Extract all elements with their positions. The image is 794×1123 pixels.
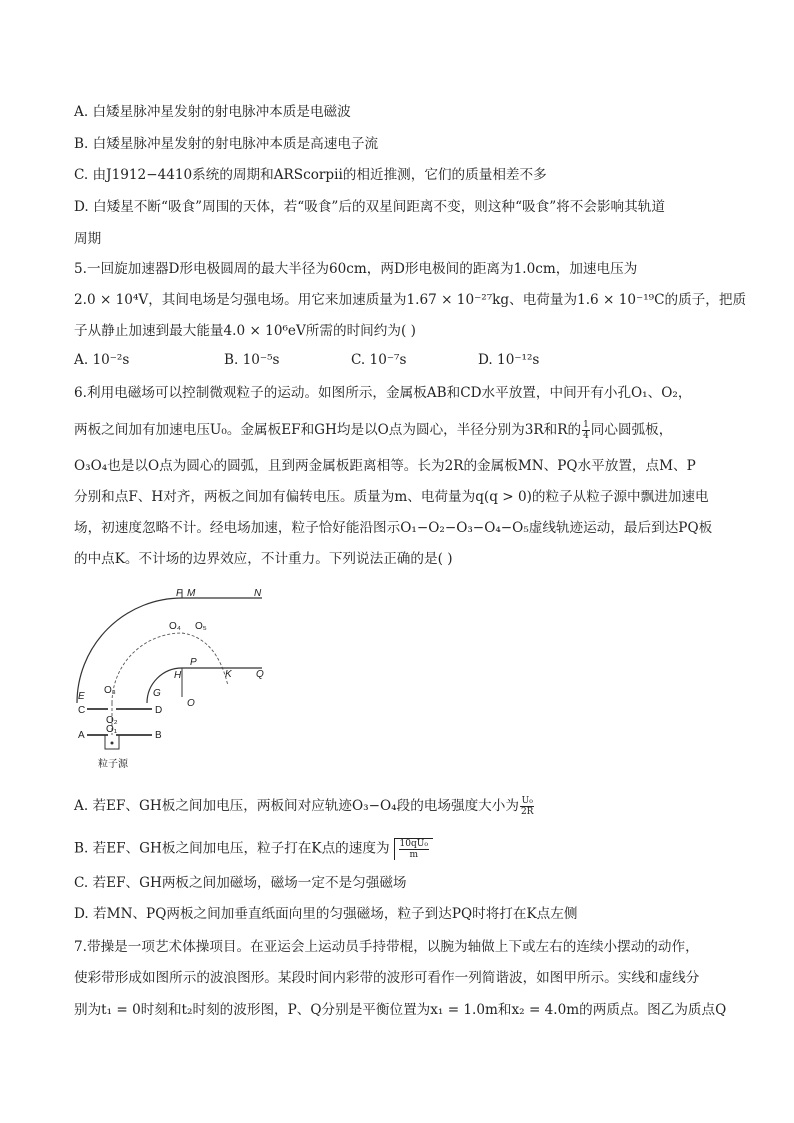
q6-stem-line1: 6.利用电磁场可以控制微观粒子的运动。如图所示，金属板AB和CD水平放置，中间开有小孔O₁、O₂， [74,385,692,401]
fraction-denominator: 4 [583,431,589,441]
q6-stem-line5: 场，初速度忽略不计。经电场加速，粒子恰好能沿图示O₁−O₂−O₃−O₄−O₅虚线轨迹运动，最后到达PQ板 [74,520,713,536]
q4-option-b: B. 白矮星脉冲星发射的射电脉冲本质是高速电子流 [74,136,379,152]
q6-stem-line3: O₃O₄也是以O点为圆心的圆弧，且到两金属板距离相等。长为2R的金属板MN、PQ水平放置，点M、P [74,458,696,474]
label-o4: O₄ [169,621,181,632]
q7-stem-line1: 7.带操是一项艺术体操项目。在亚运会上运动员手持带棍，以腕为轴做上下或左右的连续小摆动的动作， [74,939,699,955]
q5-option-b: B. 10⁻⁵s [224,352,280,368]
q6-option-b-text: B. 若EF、GH板之间加电压，粒子打在K点的速度为 [74,840,390,857]
fraction-denominator: 2R [520,807,534,817]
label-c: C [78,705,86,716]
q5-option-a: A. 10⁻²s [74,352,130,368]
q5-option-c: C. 10⁻⁷s [351,352,407,368]
q5-stem-line3: 子从静止加速到最大能量4.0 × 10⁶eV所需的时间约为( ) [74,323,416,339]
label-m: M [187,588,196,599]
dashed-trajectory-to-k [182,633,228,686]
q5-option-d: D. 10⁻¹²s [478,352,540,368]
particle-source-dot [111,742,114,745]
label-q: Q [256,669,264,680]
label-k: K [225,669,232,680]
quarter-fraction [582,420,590,441]
label-a: A [78,730,85,741]
q6-stem-line4: 分别和点F、H对齐，两板之间加有偏转电压。质量为m、电荷量为q(q > 0)的粒子从粒子源中飘进加速电 [74,489,709,505]
fraction-numerator: 1 [583,420,589,430]
label-g: G [153,688,161,699]
label-h: H [174,670,182,681]
label-o1: O₁ [106,724,118,735]
label-f: F [176,588,183,599]
q4-option-a: A. 白矮星脉冲星发射的射电脉冲本质是电磁波 [74,104,351,120]
q6-stem-line6: 的中点K。不计场的边界效应，不计重力。下列说法正确的是( ) [74,551,453,567]
field-strength-fraction [520,796,535,817]
q5-options [74,352,734,372]
label-o5: O₅ [195,621,207,632]
fraction-denominator: m [409,850,419,860]
q4-option-d: D. 白矮星不断“吸食”周围的天体，若“吸食”后的双星间距离不变，则这种“吸食”将不会影响其轨道 [74,199,665,215]
q6-option-d: D. 若MN、PQ两板之间加垂直纸面向里的匀强磁场，粒子到达PQ时将打在K点左侧 [74,906,578,922]
q6-stem-line2-b: 同心圆弧板， [590,422,673,438]
q6-option-c: C. 若EF、GH两板之间加磁场，磁场一定不是匀强磁场 [74,875,407,891]
q7-stem-line3: 别为t₁ = 0时刻和t₂时刻的波形图，P、Q分别是平衡位置为x₁ = 1.0m和x₂ = 4.0m的两质点。图乙为质点Q [74,1002,727,1018]
q6-stem-line2 [74,420,672,441]
dashed-arc-o3-o4 [112,633,182,703]
arc-plate-ef [77,598,182,703]
q5-stem-line1: 5.一回旋加速器D形电极圆周的最大半径为60cm，两D形电极间的距离为1.0cm，加速电压为 [74,261,638,277]
label-p: P [190,657,197,668]
label-n: N [254,588,262,599]
q6-stem-line2-a: 两板之间加有加速电压U₀。金属板EF和GH均是以O点为圆心，半径分别为3R和R的 [74,422,582,438]
q6-option-a [74,796,535,817]
q6-option-b [74,838,433,860]
label-d: D [155,705,163,716]
fraction-numerator: U₀ [521,796,533,806]
fraction-numerator: 10qU₀ [399,839,428,849]
velocity-fraction [399,839,429,860]
label-o2: O₂ [106,715,118,726]
velocity-sqrt [394,838,433,860]
label-o: O [187,698,195,709]
label-o3: O₃ [104,685,116,696]
q4-option-c: C. 由J1912−4410系统的周期和ARScorpii的相近推测，它们的质量相差不多 [74,167,547,183]
q5-stem-line2: 2.0 × 10⁴V，其间电场是匀强电场。用它来加速质量为1.67 × 10⁻²⁷kg、电荷量为1.6 × 10⁻¹⁹C的质子，把质 [74,292,747,308]
label-particle-source: 粒子源 [98,759,128,770]
q6-option-a-text: A. 若EF、GH板之间加电压，两板间对应轨迹O₃−O₄段的电场强度大小为 [74,798,519,814]
label-e: E [78,691,85,702]
label-b: B [155,730,162,741]
q4-option-d-cont: 周期 [74,231,102,247]
q7-stem-line2: 使彩带形成如图所示的波浪图形。某段时间内彩带的波形可看作一列简谐波，如图甲所示。实线和虚线分 [74,970,700,986]
particle-path-diagram [62,585,262,775]
